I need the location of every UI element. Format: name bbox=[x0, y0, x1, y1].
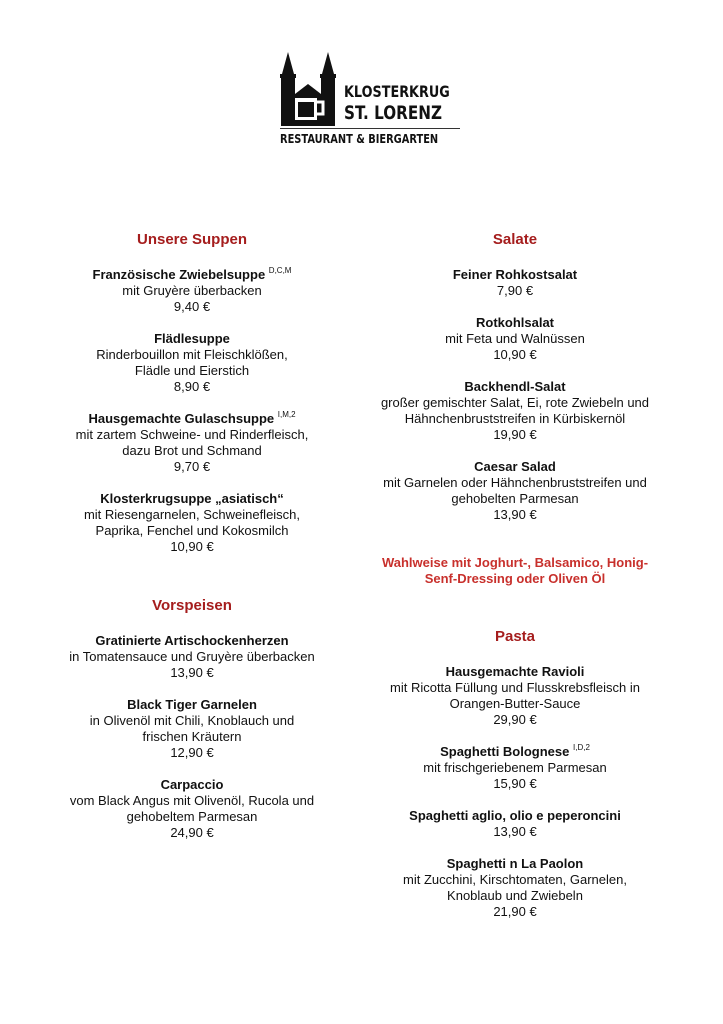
allergen-codes: I,M,2 bbox=[277, 410, 296, 419]
item-price: 12,90 € bbox=[170, 745, 214, 760]
item-price: 7,90 € bbox=[496, 283, 534, 298]
item-name bbox=[350, 379, 680, 395]
menu-item bbox=[350, 856, 680, 920]
item-description: Orangen-Butter-Sauce bbox=[449, 696, 581, 711]
item-price: 13,90 € bbox=[493, 824, 537, 839]
section-title: Unsere Suppen bbox=[136, 231, 248, 248]
item-name-text: Hausgemachte Ravioli bbox=[445, 664, 585, 679]
item-name bbox=[27, 697, 357, 713]
item-name bbox=[27, 331, 357, 347]
item-description: mit frischgeriebenem Parmesan bbox=[423, 760, 607, 775]
menu-item bbox=[350, 664, 680, 728]
item-name-text: Spaghetti Bolognese bbox=[440, 744, 570, 759]
item-name-text: Klosterkrugsuppe „asiatisch“ bbox=[100, 491, 284, 506]
item-name bbox=[350, 267, 680, 283]
item-description: Rinderbouillon mit Fleischklößen, bbox=[96, 347, 288, 362]
item-price: 19,90 € bbox=[493, 427, 537, 442]
item-description: Hähnchenbruststreifen in Kürbiskernöl bbox=[404, 411, 626, 426]
item-name-text: Hausgemachte Gulaschsuppe bbox=[88, 411, 275, 426]
logo-divider bbox=[280, 128, 460, 129]
item-name bbox=[350, 315, 680, 331]
section-title: Vorspeisen bbox=[152, 597, 232, 614]
item-price: 13,90 € bbox=[170, 665, 214, 680]
menu-item bbox=[350, 267, 680, 299]
item-name bbox=[350, 744, 680, 760]
item-description: in Olivenöl mit Chili, Knoblauch und bbox=[89, 713, 295, 728]
item-name-text: Feiner Rohkostsalat bbox=[452, 267, 578, 282]
item-description: mit Zucchini, Kirschtomaten, Garnelen, bbox=[403, 872, 627, 887]
item-price: 10,90 € bbox=[170, 539, 214, 554]
item-name bbox=[350, 664, 680, 680]
section-title: Salate bbox=[492, 231, 538, 248]
item-description: mit zartem Schweine- und Rinderfleisch, bbox=[75, 427, 309, 442]
item-name-text: Spaghetti aglio, olio e peperoncini bbox=[409, 808, 621, 823]
item-description: vom Black Angus mit Olivenöl, Rucola und bbox=[69, 793, 315, 808]
section-vorspeisen bbox=[27, 597, 357, 857]
item-description: Flädle und Eierstich bbox=[134, 363, 250, 378]
item-description: in Tomatensauce und Gruyère überbacken bbox=[69, 649, 315, 664]
item-description: mit Ricotta Füllung und Flusskrebsfleisch in bbox=[390, 680, 640, 695]
section-salate bbox=[350, 231, 680, 539]
item-name bbox=[27, 491, 357, 507]
item-description: Paprika, Fenchel und Kokosmilch bbox=[95, 523, 289, 538]
item-price: 29,90 € bbox=[493, 712, 537, 727]
item-price: 9,70 € bbox=[173, 459, 211, 474]
item-name bbox=[350, 459, 680, 475]
menu-item bbox=[27, 697, 357, 761]
item-description: mit Gruyère überbacken bbox=[122, 283, 262, 298]
menu-item bbox=[27, 411, 357, 475]
item-name bbox=[27, 411, 357, 427]
item-name-text: Französische Zwiebelsuppe bbox=[92, 267, 266, 282]
item-price: 15,90 € bbox=[493, 776, 537, 791]
menu-item bbox=[350, 808, 680, 840]
menu-item bbox=[350, 315, 680, 363]
menu-item bbox=[350, 459, 680, 523]
menu-item bbox=[27, 633, 357, 681]
item-name bbox=[350, 856, 680, 872]
item-description: Knoblaub und Zwiebeln bbox=[447, 888, 583, 903]
item-price: 21,90 € bbox=[493, 904, 537, 919]
item-description: mit Riesengarnelen, Schweinefleisch, bbox=[83, 507, 301, 522]
item-name bbox=[27, 633, 357, 649]
item-price: 9,40 € bbox=[173, 299, 211, 314]
item-description: großer gemischter Salat, Ei, rote Zwiebeln und bbox=[380, 395, 650, 410]
section-pasta bbox=[350, 628, 680, 936]
salad-dressing-note bbox=[350, 555, 680, 587]
item-name bbox=[350, 808, 680, 824]
item-name-text: Black Tiger Garnelen bbox=[127, 697, 257, 712]
item-description: gehobelten Parmesan bbox=[451, 491, 579, 506]
item-name bbox=[27, 267, 357, 283]
item-name-text: Gratinierte Artischockenherzen bbox=[95, 633, 289, 648]
item-price: 10,90 € bbox=[493, 347, 537, 362]
menu-item bbox=[27, 777, 357, 841]
allergen-codes: I,D,2 bbox=[573, 743, 590, 752]
item-name-text: Rotkohlsalat bbox=[475, 315, 554, 330]
item-name-text: Caesar Salad bbox=[474, 459, 556, 474]
item-description: mit Feta und Walnüssen bbox=[445, 331, 585, 346]
logo-name-line2: ST. LORENZ bbox=[344, 102, 442, 124]
church-mug-icon bbox=[278, 52, 340, 127]
section-title: Pasta bbox=[494, 628, 536, 645]
menu-item bbox=[27, 331, 357, 395]
note-line: Senf-Dressing oder Oliven Öl bbox=[424, 571, 606, 586]
item-name-text: Flädlesuppe bbox=[154, 331, 230, 346]
item-name-text: Carpaccio bbox=[160, 777, 224, 792]
item-description: mit Garnelen oder Hähnchenbruststreifen und bbox=[383, 475, 647, 490]
item-description: gehobeltem Parmesan bbox=[126, 809, 258, 824]
item-price: 13,90 € bbox=[493, 507, 537, 522]
menu-item bbox=[27, 491, 357, 555]
menu-item bbox=[27, 267, 357, 315]
item-name-text: Spaghetti n La Paolon bbox=[446, 856, 584, 871]
item-name-text: Backhendl-Salat bbox=[464, 379, 566, 394]
restaurant-logo bbox=[278, 52, 463, 147]
logo-tagline: RESTAURANT & BIERGARTEN bbox=[280, 132, 439, 146]
menu-item bbox=[350, 379, 680, 443]
item-description: frischen Kräutern bbox=[142, 729, 242, 744]
menu-item bbox=[350, 744, 680, 792]
item-price: 8,90 € bbox=[173, 379, 211, 394]
item-name bbox=[27, 777, 357, 793]
item-price: 24,90 € bbox=[170, 825, 214, 840]
allergen-codes: D,C,M bbox=[268, 266, 292, 275]
note-line: Wahlweise mit Joghurt-, Balsamico, Honig- bbox=[381, 555, 649, 570]
item-description: dazu Brot und Schmand bbox=[122, 443, 262, 458]
logo-name-line1: KLOSTERKRUG bbox=[344, 82, 450, 101]
section-suppen bbox=[27, 231, 357, 571]
